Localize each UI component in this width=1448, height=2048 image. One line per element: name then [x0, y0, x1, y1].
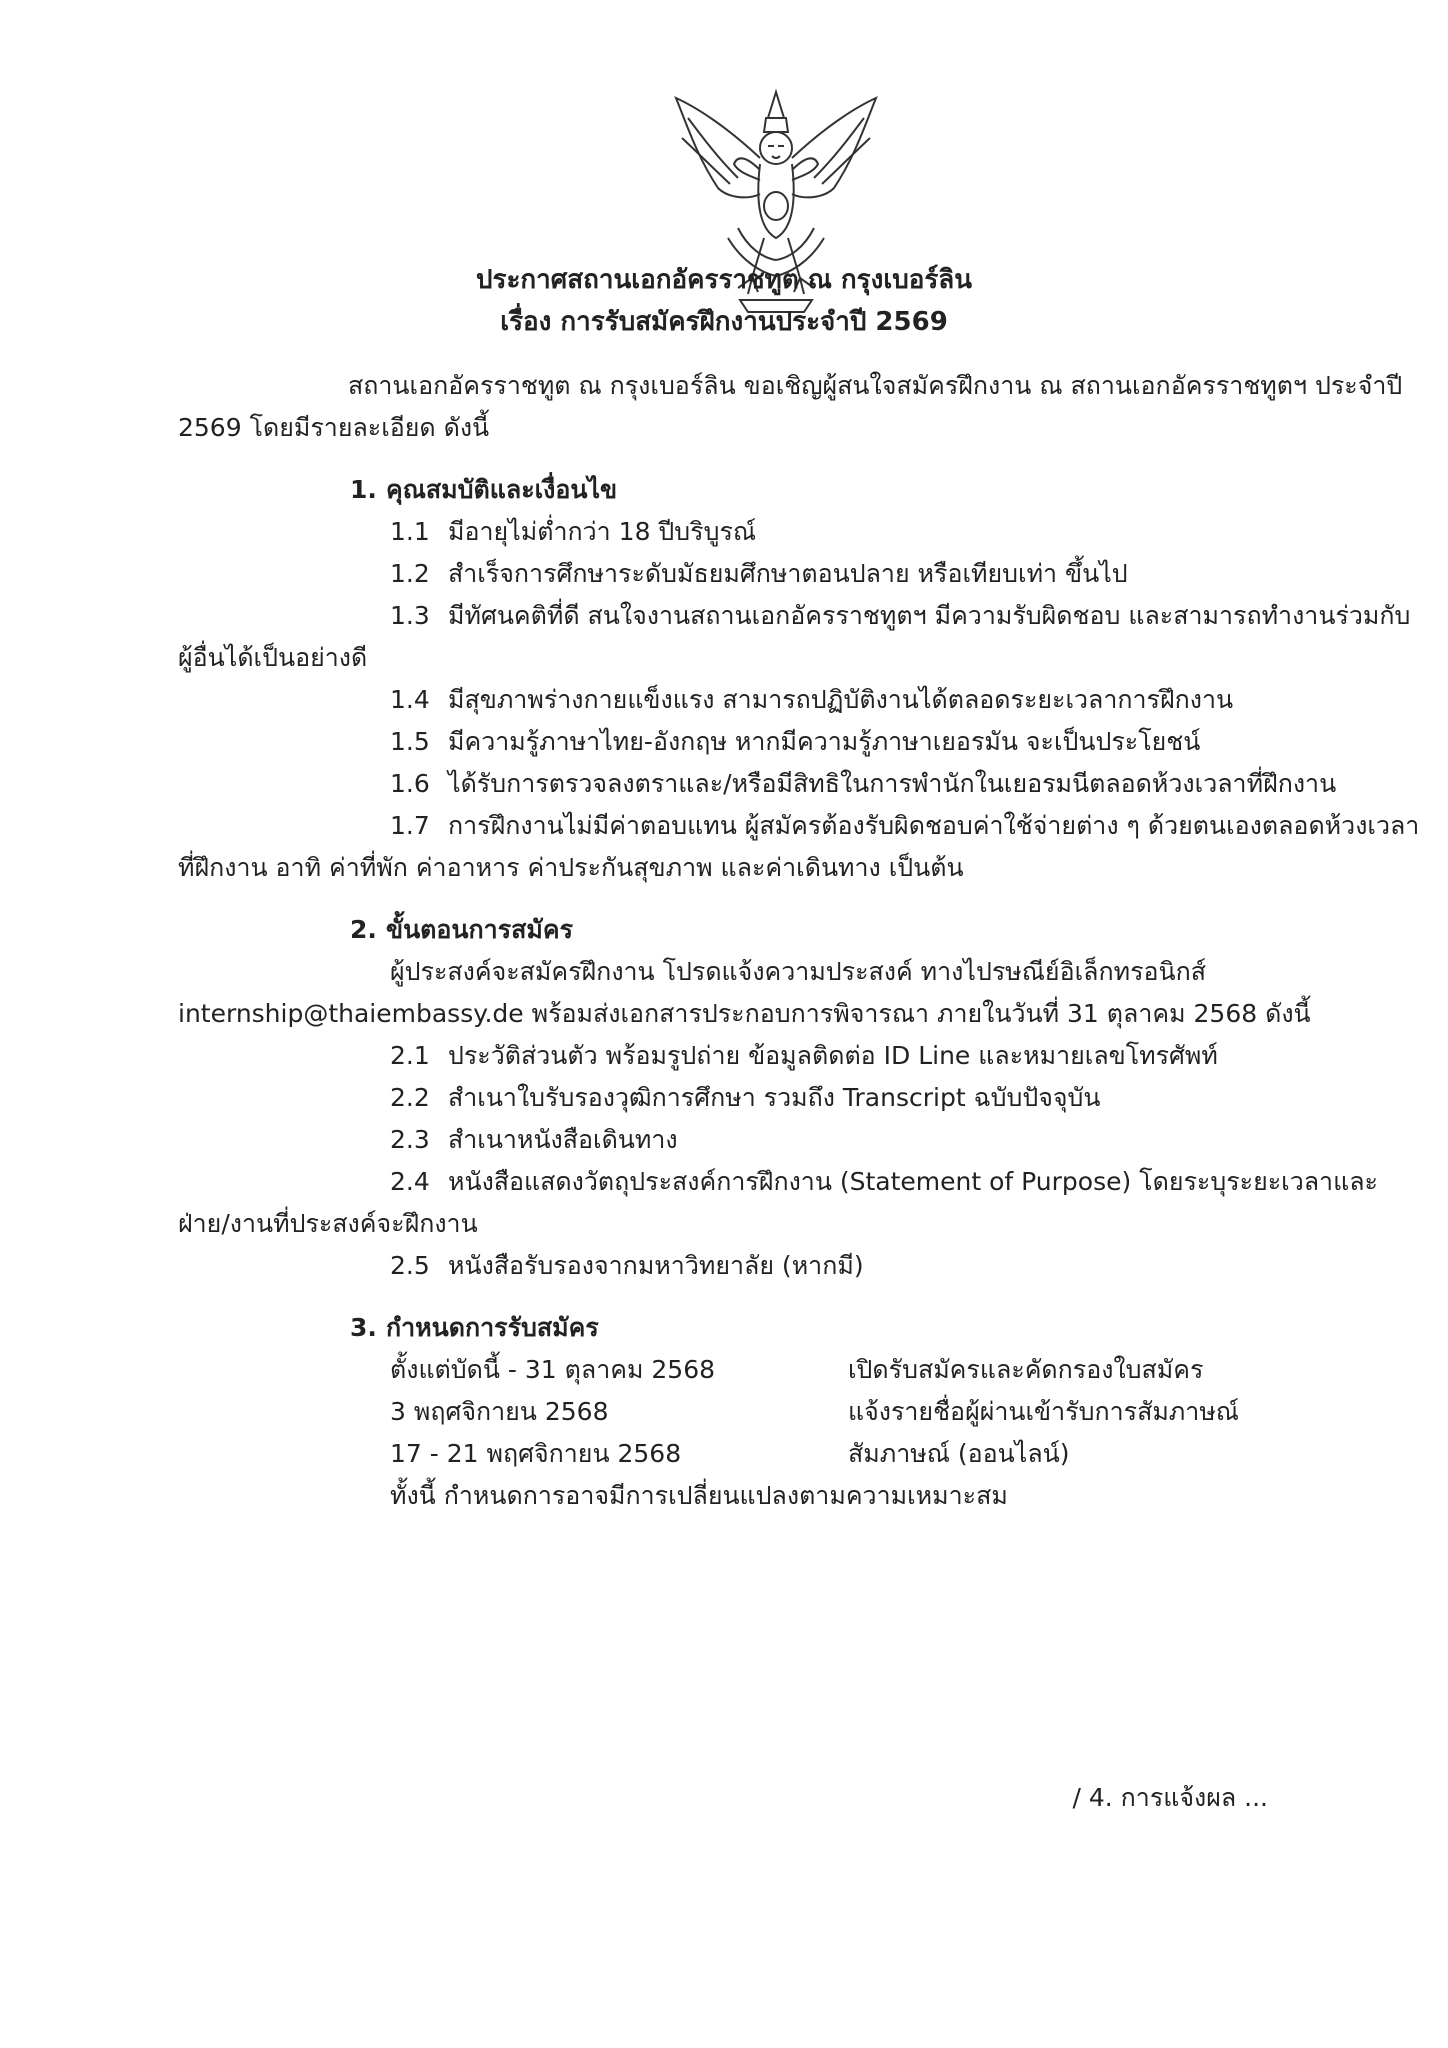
schedule-date: 17 - 21 พฤศจิกายน 2568	[390, 1439, 682, 1468]
announcement-subject: เรื่อง การรับสมัครฝึกงานประจำปี 2569	[500, 307, 948, 337]
section-2-intro-line-2: internship@thaiembassy.de พร้อมส่งเอกสารประกอบการพิจารณา ภายในวันที่ 31 ตุลาคม 2568 ดังนี้	[178, 999, 1311, 1028]
schedule-description: เปิดรับสมัครและคัดกรองใบสมัคร	[848, 1355, 1204, 1384]
section-2-number: 2.	[350, 915, 377, 944]
intro-line-1: สถานเอกอัครราชทูต ณ กรุงเบอร์ลิน ขอเชิญผู้สนใจสมัครฝึกงาน ณ สถานเอกอัครราชทูตฯ ประจำปี	[348, 371, 1403, 400]
schedule-description: สัมภาษณ์ (ออนไลน์)	[848, 1439, 1070, 1468]
list-item-continuation: ที่ฝึกงาน อาทิ ค่าที่พัก ค่าอาหาร ค่าประกันสุขภาพ และค่าเดินทาง เป็นต้น	[178, 853, 964, 882]
page-continuation: / 4. การแจ้งผล ...	[1072, 1783, 1268, 1812]
schedule-description: แจ้งรายชื่อผู้ผ่านเข้ารับการสัมภาษณ์	[848, 1397, 1239, 1426]
list-item: 1.2 สำเร็จการศึกษาระดับมัธยมศึกษาตอนปลาย หรือเทียบเท่า ขึ้นไป	[390, 559, 1128, 588]
schedule-date: 3 พฤศจิกายน 2568	[390, 1397, 609, 1426]
list-item: 1.6 ได้รับการตรวจลงตราและ/หรือมีสิทธิในการพำนักในเยอรมนีตลอดห้วงเวลาที่ฝึกงาน	[390, 769, 1337, 798]
section-2-intro-line-1: ผู้ประสงค์จะสมัครฝึกงาน โปรดแจ้งความประสงค์ ทางไปรษณีย์อิเล็กทรอนิกส์	[390, 957, 1207, 986]
list-item: 1.3 มีทัศนคติที่ดี สนใจงานสถานเอกอัครราชทูตฯ มีความรับผิดชอบ และสามารถทำงานร่วมกับ	[390, 601, 1411, 630]
list-item: 1.5 มีความรู้ภาษาไทย-อังกฤษ หากมีความรู้ภาษาเยอรมัน จะเป็นประโยชน์	[390, 727, 1201, 756]
section-1-number: 1.	[350, 475, 377, 504]
schedule-date: ตั้งแต่บัดนี้ - 31 ตุลาคม 2568	[390, 1355, 716, 1384]
section-2-title: ขั้นตอนการสมัคร	[386, 915, 574, 944]
list-item-continuation: ผู้อื่นได้เป็นอย่างดี	[178, 643, 368, 672]
schedule-note: ทั้งนี้ กำหนดการอาจมีการเปลี่ยนแปลงตามความเหมาะสม	[390, 1481, 1008, 1510]
announcement-title: ประกาศสถานเอกอัครราชทูต ณ กรุงเบอร์ลิน	[475, 265, 973, 295]
list-item: 2.2 สำเนาใบรับรองวุฒิการศึกษา รวมถึง Transcript ฉบับปัจจุบัน	[390, 1083, 1101, 1112]
intro-line-2: 2569 โดยมีรายละเอียด ดังนี้	[178, 413, 490, 442]
list-item: 2.4 หนังสือแสดงวัตถุประสงค์การฝึกงาน (Statement of Purpose) โดยระบุระยะเวลาและ	[390, 1167, 1378, 1196]
section-3-title: กำหนดการรับสมัคร	[386, 1313, 599, 1342]
section-3-heading	[350, 1308, 599, 1348]
list-item: 1.4 มีสุขภาพร่างกายแข็งแรง สามารถปฏิบัติงานได้ตลอดระยะเวลาการฝึกงาน	[390, 685, 1234, 714]
list-item: 1.1 มีอายุไม่ต่ำกว่า 18 ปีบริบูรณ์	[390, 517, 757, 546]
section-1-title: คุณสมบัติและเงื่อนไข	[386, 475, 618, 504]
section-1-heading	[350, 470, 617, 510]
section-2-heading	[350, 910, 573, 950]
list-item: 2.1 ประวัติส่วนตัว พร้อมรูปถ่าย ข้อมูลติดต่อ ID Line และหมายเลขโทรศัพท์	[390, 1041, 1218, 1070]
list-item: 2.3 สำเนาหนังสือเดินทาง	[390, 1125, 678, 1154]
list-item: 2.5 หนังสือรับรองจากมหาวิทยาลัย (หากมี)	[390, 1251, 864, 1280]
section-3-number: 3.	[350, 1313, 377, 1342]
list-item-continuation: ฝ่าย/งานที่ประสงค์จะฝึกงาน	[178, 1209, 478, 1238]
list-item: 1.7 การฝึกงานไม่มีค่าตอบแทน ผู้สมัครต้องรับผิดชอบค่าใช้จ่ายต่าง ๆ ด้วยตนเองตลอดห้วงเวลา	[390, 811, 1420, 840]
